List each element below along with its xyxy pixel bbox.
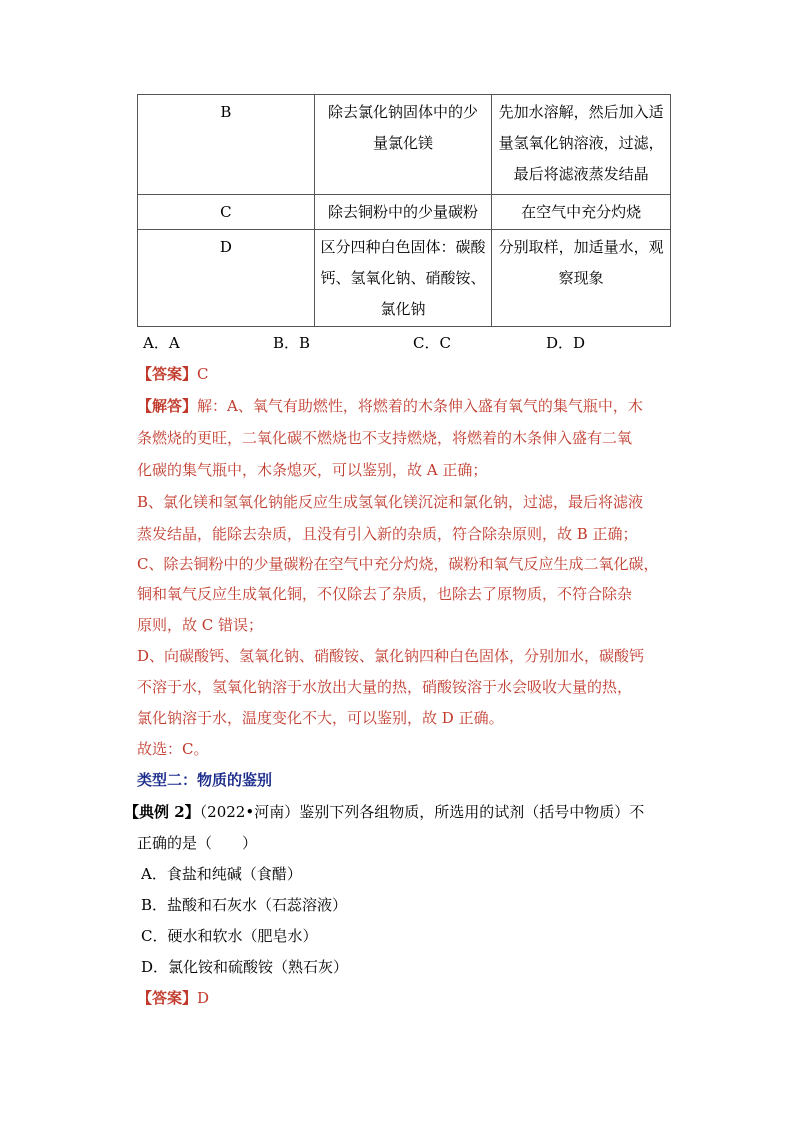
- row-letter-cell: B: [138, 95, 315, 195]
- method-line: 最后将滤液蒸发结晶: [513, 165, 649, 183]
- answer-choices: [143, 332, 663, 354]
- analysis-line: 不溶于水，氢氧化钠溶于水放出大量的热，硝酸铵溶于水会吸收大量的热，: [137, 678, 633, 696]
- choice-b: B．B: [273, 334, 311, 352]
- method-cell: [492, 95, 671, 195]
- option-c: C．硬水和软水（肥皂水）: [141, 927, 318, 945]
- method-line: 在空气中充分灼烧: [521, 203, 642, 221]
- table-row: [138, 230, 671, 327]
- analysis-line: D、向碳酸钙、氢氧化钠、硝酸铵、氯化钠四种白色固体，分别加水，碳酸钙: [137, 647, 645, 665]
- method-cell: [492, 195, 671, 230]
- purpose-line: 除去铜粉中的少量碳粉: [327, 203, 478, 221]
- choice-d: D．D: [546, 334, 586, 352]
- analysis-line: B、氯化镁和氢氧化钠能反应生成氢氧化镁沉淀和氯化钠，过滤，最后将滤液: [137, 493, 644, 511]
- analysis-line: 条燃烧的更旺，二氧化碳不燃烧也不支持燃烧，将燃着的木条伸入盛有二氧: [137, 429, 633, 447]
- example-2-stem: [124, 802, 684, 822]
- analysis-text: 解：A、氧气有助燃性，将燃着的木条伸入盛有氧气的集气瓶中，木: [197, 397, 643, 415]
- analysis-line: [137, 396, 677, 416]
- analysis-line: 原则，故 C 错误；: [137, 616, 264, 634]
- choice-a: A．A: [143, 334, 180, 352]
- purpose-cell: [314, 95, 492, 195]
- purpose-line: 除去氯化钠固体中的少: [327, 103, 478, 121]
- analysis-line: 故选：C。: [137, 740, 209, 758]
- purpose-cell: [314, 230, 492, 327]
- table-row: [138, 95, 671, 195]
- answer-tag: 【答案】: [137, 365, 198, 383]
- method-line: 先加水溶解，然后加入适: [498, 103, 664, 121]
- purpose-line: 钙、氢氧化钠、硝酸铵、: [320, 269, 486, 287]
- method-line: 分别取样，加适量水，观: [498, 238, 664, 256]
- analysis-line: C、除去铜粉中的少量碳粉在空气中充分灼烧，碳粉和氧气反应生成二氧化碳，: [137, 555, 659, 573]
- example-2-stem-line2: 正确的是（ ）: [137, 834, 258, 852]
- option-d: D．氯化铵和硫酸铵（熟石灰）: [141, 958, 349, 976]
- answer-tag: 【答案】: [137, 989, 198, 1007]
- choice-c: C．C: [413, 334, 451, 352]
- method-line: 量氢氧化钠溶液，过滤，: [498, 134, 664, 152]
- analysis-line: 氯化钠溶于水，温度变化不大，可以鉴别，故 D 正确。: [137, 709, 504, 727]
- analysis-line: 蒸发结晶，能除去杂质，且没有引入新的杂质，符合除杂原则，故 B 正确；: [137, 525, 638, 543]
- purpose-line: 区分四种白色固体：碳酸: [320, 238, 486, 256]
- options-table: [137, 94, 671, 327]
- example-stem-text: （2022•河南）鉴别下列各组物质，所选用的试剂（括号中物质）不: [199, 803, 645, 821]
- row-letter-cell: D: [138, 230, 315, 327]
- answer-value: D: [197, 989, 210, 1007]
- section-heading: 类型二：物质的鉴别: [137, 771, 273, 789]
- option-a: A．食盐和纯碱（食醋）: [141, 865, 302, 883]
- method-line: 察现象: [558, 269, 604, 287]
- option-b: B．盐酸和石灰水（石蕊溶液）: [141, 896, 348, 914]
- analysis-line: 铜和氧气反应生成氧化铜，不仅除去了杂质，也除去了原物质，不符合除杂: [137, 585, 633, 603]
- table-row: [138, 195, 671, 230]
- purpose-cell: [314, 195, 492, 230]
- answer-1: [137, 364, 677, 384]
- method-cell: [492, 230, 671, 327]
- analysis-tag: 【解答】: [137, 397, 198, 415]
- row-letter-cell: C: [138, 195, 315, 230]
- purpose-line: 氯化钠: [380, 300, 426, 318]
- purpose-line: 量氯化镁: [372, 134, 433, 152]
- analysis-line: 化碳的集气瓶中，木条熄灭，可以鉴别，故 A 正确；: [137, 461, 488, 479]
- example-tag: 【典例 2】: [124, 803, 200, 821]
- answer-value: C: [197, 365, 209, 383]
- answer-2: [137, 988, 677, 1008]
